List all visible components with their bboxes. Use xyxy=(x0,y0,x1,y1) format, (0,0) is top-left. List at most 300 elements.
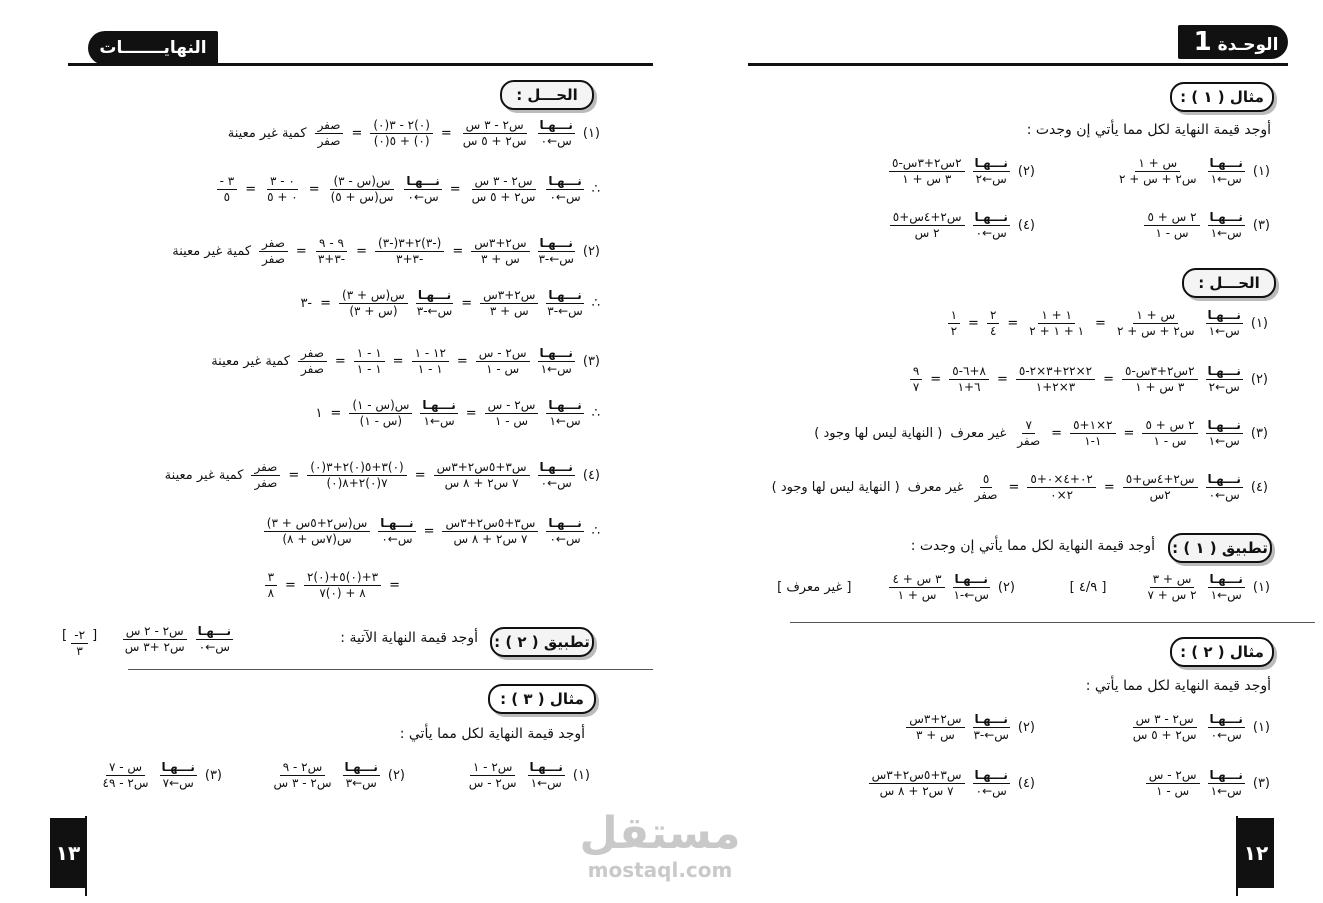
fraction xyxy=(1142,418,1197,449)
denominator: ٨ + (٠)٧ xyxy=(319,586,366,600)
problem-item xyxy=(906,712,1035,743)
limit-subscript: س←١ xyxy=(1210,226,1242,240)
fraction xyxy=(1130,712,1200,743)
solution-row xyxy=(772,472,1268,503)
denominator: س(س + ٥) xyxy=(330,190,394,204)
item-number: (٤) xyxy=(1017,218,1035,233)
denominator: (س - ١) xyxy=(359,414,403,428)
fraction xyxy=(869,768,965,799)
item-number: (٣) xyxy=(1250,426,1268,441)
solution-row xyxy=(165,460,600,491)
application-2-answer: [ ٢- ٣ ] xyxy=(62,628,98,658)
problem-item xyxy=(1130,712,1270,743)
numerator: ٢×١+٥ xyxy=(1070,418,1115,434)
numerator: س + ٣ xyxy=(1150,572,1195,588)
note-text: ١ xyxy=(315,406,323,421)
fraction xyxy=(370,118,433,149)
fraction xyxy=(1144,210,1199,241)
fraction xyxy=(889,572,944,603)
limit-operator xyxy=(404,174,441,205)
denominator: س٢ - ٣ س xyxy=(273,776,332,790)
limit-subscript: س←١ xyxy=(540,362,572,376)
fraction xyxy=(466,760,520,791)
numerator: س٢ - س xyxy=(1146,768,1200,784)
item-number: ∴ xyxy=(591,524,600,539)
denominator: س + ٣ xyxy=(480,252,520,266)
denominator: ٢ س xyxy=(914,226,940,240)
denominator: ٣ س + ١ xyxy=(1135,380,1185,394)
limit-operator xyxy=(973,210,1010,241)
limit-operator xyxy=(528,760,565,791)
equals-sign: = xyxy=(452,244,464,259)
example-2-label: مثال ( ٢ ) : xyxy=(1170,637,1274,667)
fraction xyxy=(412,346,449,377)
limit-word: نـــهـا xyxy=(1207,364,1241,378)
limit-operator xyxy=(1206,308,1243,339)
fraction xyxy=(339,288,408,319)
limit-word: نـــهـا xyxy=(1209,768,1243,782)
numerator: س٢ - ٣ س xyxy=(472,174,536,190)
denominator: ٣×٢+١ xyxy=(1035,380,1076,394)
numerator: ٨+٦-٥ xyxy=(949,364,989,380)
fraction xyxy=(948,308,960,339)
fraction xyxy=(906,712,964,743)
numerator: س٢+٣س xyxy=(906,712,964,728)
fraction xyxy=(476,346,530,377)
solution-row xyxy=(228,118,600,149)
denominator: س٢ + ٥ س xyxy=(471,190,536,204)
example-1-text: أوجد قيمة النهاية لكل مما يأتي إن وجدت : xyxy=(1026,122,1271,138)
limit-subscript: س←٠ xyxy=(540,134,572,148)
equals-sign: = xyxy=(930,372,942,387)
application-2-label: تطبيق ( ٢ ) : xyxy=(490,627,594,657)
item-number: (١) xyxy=(1252,720,1270,735)
numerator: س - ٧ xyxy=(106,760,145,776)
denominator: ١ - ١ xyxy=(417,362,443,376)
numerator: س٢ - س xyxy=(476,346,530,362)
denominator: ٧ س٢ + ٨ س xyxy=(444,476,519,490)
equals-sign: = xyxy=(968,316,979,331)
denominator: ٢ س + ٧ xyxy=(1147,588,1197,602)
numerator: س٢ - س xyxy=(485,398,539,414)
limit-word: نـــهـا xyxy=(1207,472,1241,486)
limit-subscript: س←٠ xyxy=(1210,728,1242,742)
limit-subscript: س←-٣ xyxy=(416,304,453,318)
fraction xyxy=(307,460,406,491)
limit-word: نـــهـا xyxy=(406,174,440,188)
equals-sign: = xyxy=(334,354,346,369)
denominator: ٠ + ٥ xyxy=(267,190,298,204)
denominator: س٢ - ٤٩ xyxy=(102,776,149,790)
fraction xyxy=(471,236,529,267)
numerator: س٣+٥س٢+٣س xyxy=(869,768,965,784)
denominator: ٤ xyxy=(989,324,997,338)
limit-operator xyxy=(1208,156,1245,187)
limit-word: نـــهـا xyxy=(1209,210,1243,224)
page-number-left: ١٣ xyxy=(50,818,86,888)
note-text: ( النهاية ليس لها وجود ) xyxy=(771,480,900,495)
denominator: صفر xyxy=(301,362,324,376)
problem-item xyxy=(777,572,1015,603)
denominator: س٢ + س + ٢ xyxy=(1118,172,1197,186)
solution-label: الحـــل : xyxy=(1182,268,1276,298)
numerator: (-٣)٢+٣(-٣) xyxy=(375,236,444,252)
problem-item xyxy=(1146,768,1270,799)
item-number: ∴ xyxy=(591,182,600,197)
limit-subscript: س←١ xyxy=(1208,324,1240,338)
fraction xyxy=(122,624,188,655)
item-number: (٢) xyxy=(582,244,600,259)
equals-sign: = xyxy=(330,406,342,421)
limit-operator xyxy=(1208,572,1245,603)
limit-word: نـــهـا xyxy=(974,712,1008,726)
limit-operator xyxy=(973,156,1010,187)
note-text: غير معرف xyxy=(950,426,1007,441)
denominator: س - ١ xyxy=(1153,434,1187,448)
denominator: ٨ xyxy=(267,586,275,600)
numerator: ٧ xyxy=(1022,418,1034,434)
limit-subscript: س←٠ xyxy=(549,532,581,546)
equals-sign: = xyxy=(440,126,452,141)
item-number: (١) xyxy=(1250,316,1268,331)
denominator: س٢ + ٥ س xyxy=(1132,728,1197,742)
denominator: صفر xyxy=(974,488,998,502)
problem-item xyxy=(271,760,405,791)
fraction xyxy=(271,760,335,791)
fraction xyxy=(375,236,444,267)
numerator: س(س٢+٥س + ٣) xyxy=(264,516,370,532)
fraction xyxy=(1014,418,1043,449)
limit-operator xyxy=(1208,712,1245,743)
solution-label: الحـــل : xyxy=(500,80,594,110)
problem-item xyxy=(1070,572,1270,603)
equals-sign: = xyxy=(449,182,461,197)
equals-sign: = xyxy=(320,296,332,311)
numerator: س٢ - ٢ س xyxy=(123,624,187,640)
limit-subscript: س←-١ xyxy=(953,588,989,602)
limit-subscript: س←-٣ xyxy=(547,304,583,318)
limit-operator xyxy=(416,288,453,319)
denominator: س٢ +٣ س xyxy=(124,640,185,654)
fraction xyxy=(349,398,412,429)
limit-word: نـــهـا xyxy=(161,760,195,774)
limit-subscript: س←٠ xyxy=(198,640,230,654)
limit-operator xyxy=(343,760,380,791)
item-number: (١) xyxy=(1252,580,1270,595)
numerator: س٢ - ٣ س xyxy=(463,118,527,134)
limit-subscript: س←٢ xyxy=(1208,380,1240,394)
fraction xyxy=(264,174,301,205)
solution-row xyxy=(265,570,400,601)
numerator: (٠)٣+٥(٠)٢+٣(٠) xyxy=(307,460,406,476)
fraction xyxy=(217,174,238,205)
application-1-text: أوجد قيمة النهاية لكل مما يأتي إن وجدت : xyxy=(910,538,1155,554)
problem-item xyxy=(890,210,1035,241)
fraction xyxy=(265,570,277,601)
item-number: (٢) xyxy=(1017,720,1035,735)
equals-sign: = xyxy=(245,182,257,197)
limit-subscript: س←١ xyxy=(1210,784,1242,798)
fraction xyxy=(890,210,965,241)
solution-row xyxy=(172,236,600,267)
limit-operator xyxy=(420,398,457,429)
denominator: صفر xyxy=(262,252,285,266)
numerator: ٢ xyxy=(987,308,999,324)
chapter-title-tab: النهايـــــــات xyxy=(88,31,218,65)
denominator: ٢×٠ xyxy=(1050,488,1074,502)
limit-operator xyxy=(973,712,1010,743)
equals-sign: = xyxy=(288,468,300,483)
fraction xyxy=(298,346,327,377)
equals-sign: = xyxy=(461,296,473,311)
fraction xyxy=(1122,364,1198,395)
equals-sign: = xyxy=(996,372,1008,387)
numerator: ٣ س + ٤ xyxy=(889,572,944,588)
limit-operator xyxy=(160,760,197,791)
equals-sign: = xyxy=(1051,426,1063,441)
watermark-logo xyxy=(570,810,750,882)
numerator: ٢ س + ٥ xyxy=(1142,418,1197,434)
fraction xyxy=(1146,768,1200,799)
fraction xyxy=(304,570,381,601)
denominator: ١ - ١ xyxy=(356,362,382,376)
equals-sign: = xyxy=(1103,480,1115,495)
limit-word: نـــهـا xyxy=(1209,712,1243,726)
fraction xyxy=(100,760,152,791)
equals-sign: = xyxy=(465,406,477,421)
limit-subscript: س←٠ xyxy=(540,476,572,490)
fraction xyxy=(1144,572,1199,603)
item-number: ∴ xyxy=(591,296,600,311)
item-number: (١) xyxy=(572,768,590,783)
numerator: ٢س٢+٣س-٥ xyxy=(1122,364,1198,380)
limit-subscript: س←١ xyxy=(530,776,562,790)
equals-sign: = xyxy=(285,578,296,593)
numerator: ٩ xyxy=(910,364,922,380)
fraction xyxy=(315,236,348,267)
numerator: س(س - ٣) xyxy=(330,174,393,190)
limit-subscript: س←-٣ xyxy=(973,728,1009,742)
numerator: ٢×٢٢+٣×٢-٥ xyxy=(1016,364,1095,380)
example-3-text: أوجد قيمة النهاية لكل مما يأتي : xyxy=(399,726,585,742)
denominator: صفر xyxy=(254,476,278,490)
numerator: ١ - ١ xyxy=(354,346,385,362)
numerator: ٣ - xyxy=(217,174,238,190)
watermark-latin: mostaql.com xyxy=(587,858,733,882)
numerator: ٥ xyxy=(980,472,992,488)
numerator: س + ١ xyxy=(1133,308,1178,324)
equals-sign: = xyxy=(414,468,426,483)
limit-subscript: س←٠ xyxy=(975,784,1007,798)
numerator: ٠ - ٣ xyxy=(267,174,298,190)
limit-subscript: س←٠ xyxy=(381,532,413,546)
note-text: كمية غير معينة xyxy=(164,468,244,483)
limit-word: نـــهـا xyxy=(422,398,456,412)
note-text: -٣ xyxy=(300,296,313,311)
answer-bracket: [ ٤/٩ ] xyxy=(1069,580,1107,595)
numerator: ١ + ١ xyxy=(1038,308,1075,324)
limit-operator xyxy=(1206,418,1243,449)
item-number: (٤) xyxy=(1017,776,1035,791)
numerator: صفر xyxy=(298,346,327,362)
numerator: س٣+٥س٢+٣س xyxy=(434,460,530,476)
item-number: ∴ xyxy=(591,406,600,421)
limit-subscript: س←٣ xyxy=(345,776,377,790)
limit-word: نـــهـا xyxy=(974,156,1008,170)
problem-item xyxy=(466,760,590,791)
equals-sign: = xyxy=(1103,372,1114,387)
item-number: (١) xyxy=(1252,164,1270,179)
denominator: س - ١ xyxy=(1156,784,1190,798)
application-1-label: تطبيق ( ١ ) : xyxy=(1168,533,1272,563)
equals-sign: = xyxy=(308,182,320,197)
fraction xyxy=(460,118,530,149)
numerator: س٢ - ٩ xyxy=(280,760,326,776)
denominator: ٣ س + ١ xyxy=(902,172,952,186)
item-number: (٢) xyxy=(1250,372,1268,387)
item-number: (٢) xyxy=(997,580,1015,595)
fraction xyxy=(264,516,370,547)
fraction xyxy=(910,364,922,395)
example-1-label: مثال ( ١ ) : xyxy=(1170,82,1274,112)
denominator: -٣+٣ xyxy=(317,252,346,266)
numerator: ٣ xyxy=(265,570,277,586)
item-number: (٤) xyxy=(1250,480,1268,495)
numerator: صفر xyxy=(259,236,288,252)
limit-word: نـــهـا xyxy=(1207,418,1241,432)
limit-operator xyxy=(546,398,583,429)
limit-subscript: س←٠ xyxy=(549,190,581,204)
watermark-arabic: مستقل xyxy=(579,808,741,859)
limit-subscript: س←٠ xyxy=(1208,488,1240,502)
solution-row xyxy=(948,308,1268,339)
application-2-text: أوجد قيمة النهاية الآتية : xyxy=(340,630,478,646)
numerator: س٢+٣س xyxy=(480,288,538,304)
fraction xyxy=(1070,418,1115,449)
denominator: ٦+١ xyxy=(957,380,981,394)
item-number: (٤) xyxy=(582,468,600,483)
limit-operator xyxy=(538,118,575,149)
limit-word: نـــهـا xyxy=(539,236,573,250)
limit-word: نـــهـا xyxy=(548,398,582,412)
item-number: (١) xyxy=(582,126,600,141)
example-3-label: مثال ( ٣ ) : xyxy=(488,684,596,714)
limit-operator xyxy=(973,768,1010,799)
denominator: ٧ س٢ + ٨ س xyxy=(879,784,954,798)
denominator: س + ١ xyxy=(897,588,937,602)
numerator: صفر xyxy=(315,118,344,134)
limit-word: نـــهـا xyxy=(529,760,563,774)
problem-item xyxy=(1116,156,1270,187)
fraction xyxy=(328,174,397,205)
equals-sign: = xyxy=(1095,316,1106,331)
numerator: ١٢ - ١ xyxy=(412,346,449,362)
fraction xyxy=(259,236,288,267)
limit-subscript: س←١ xyxy=(549,414,581,428)
fraction xyxy=(1123,472,1198,503)
example-2-text: أوجد قيمة النهاية لكل مما يأتي : xyxy=(1085,678,1271,694)
page-number-right: ١٢ xyxy=(1238,818,1274,888)
equals-sign: = xyxy=(423,524,435,539)
denominator: ٧ xyxy=(912,380,920,394)
numerator: س + ١ xyxy=(1135,156,1180,172)
numerator: س٢+٣س xyxy=(471,236,529,252)
solution-row xyxy=(211,346,600,377)
numerator: ٩ - ٩ xyxy=(316,236,347,252)
solution-row xyxy=(264,516,600,547)
denominator: ٧ س٢ + ٨ س xyxy=(453,532,528,546)
denominator: س + ٣ xyxy=(915,728,955,742)
item-number: (٣) xyxy=(1252,218,1270,233)
application-2-expression xyxy=(122,624,233,655)
limit-subscript: س←٢ xyxy=(975,172,1007,186)
problem-item xyxy=(1144,210,1270,241)
numerator: س٢+٤س+٥ xyxy=(1123,472,1198,488)
fraction xyxy=(480,288,538,319)
equals-sign: = xyxy=(389,578,400,593)
limit-operator xyxy=(538,460,575,491)
note-text: غير معرف xyxy=(907,480,964,495)
numerator: ٠٢+٤×٠+٥ xyxy=(1027,472,1095,488)
fraction xyxy=(434,460,530,491)
page-edge-line xyxy=(1236,816,1238,896)
limit-word: نـــهـا xyxy=(974,210,1008,224)
denominator: س(٧س + ٨) xyxy=(282,532,352,546)
denominator: ١-١ xyxy=(1084,434,1102,448)
equals-sign: = xyxy=(356,244,368,259)
fraction xyxy=(949,364,989,395)
limit-subscript: س←-٣ xyxy=(538,252,574,266)
note-text: كمية غير معينة xyxy=(227,126,307,141)
limit-word: نـــهـا xyxy=(1207,308,1241,322)
denominator: ٧(٠)٢+٨(٠) xyxy=(326,476,388,490)
item-number: (٣) xyxy=(582,354,600,369)
denominator: ٥ xyxy=(223,190,231,204)
answer-bracket: [ غير معرف ] xyxy=(777,580,852,595)
limit-word: نـــهـا xyxy=(417,288,452,302)
problem-item xyxy=(889,156,1035,187)
denominator: ٢س xyxy=(1149,488,1171,502)
denominator: س - ١ xyxy=(1155,226,1189,240)
header-rule xyxy=(748,63,1288,66)
solution-row xyxy=(217,174,600,205)
fraction xyxy=(1026,308,1087,339)
fraction xyxy=(889,156,965,187)
denominator: صفر xyxy=(317,134,341,148)
limit-subscript: س←٧ xyxy=(162,776,194,790)
solution-row xyxy=(300,288,600,319)
section-divider xyxy=(790,622,1315,623)
denominator: س - ١ xyxy=(494,414,529,428)
limit-word: نـــهـا xyxy=(1209,572,1243,586)
limit-word: نـــهـا xyxy=(548,288,582,302)
numerator: ٣+(٠)٥+(٠)٢ xyxy=(304,570,381,586)
numerator: ١ xyxy=(948,308,960,324)
limit-word: نـــهـا xyxy=(539,460,573,474)
numerator: س٢+٤س+٥ xyxy=(890,210,965,226)
fraction xyxy=(987,308,999,339)
limit-operator xyxy=(953,572,990,603)
denominator: س + ٣ xyxy=(489,304,529,318)
fraction xyxy=(485,398,539,429)
limit-subscript: س←٠ xyxy=(407,190,439,204)
fraction xyxy=(469,174,539,205)
limit-subscript: س←١ xyxy=(1210,588,1242,602)
numerator: س٢ - ١ xyxy=(470,760,516,776)
numerator: (٠)٢ - ٣(٠) xyxy=(370,118,433,134)
fraction xyxy=(1114,308,1198,339)
denominator: صفر xyxy=(1017,434,1041,448)
